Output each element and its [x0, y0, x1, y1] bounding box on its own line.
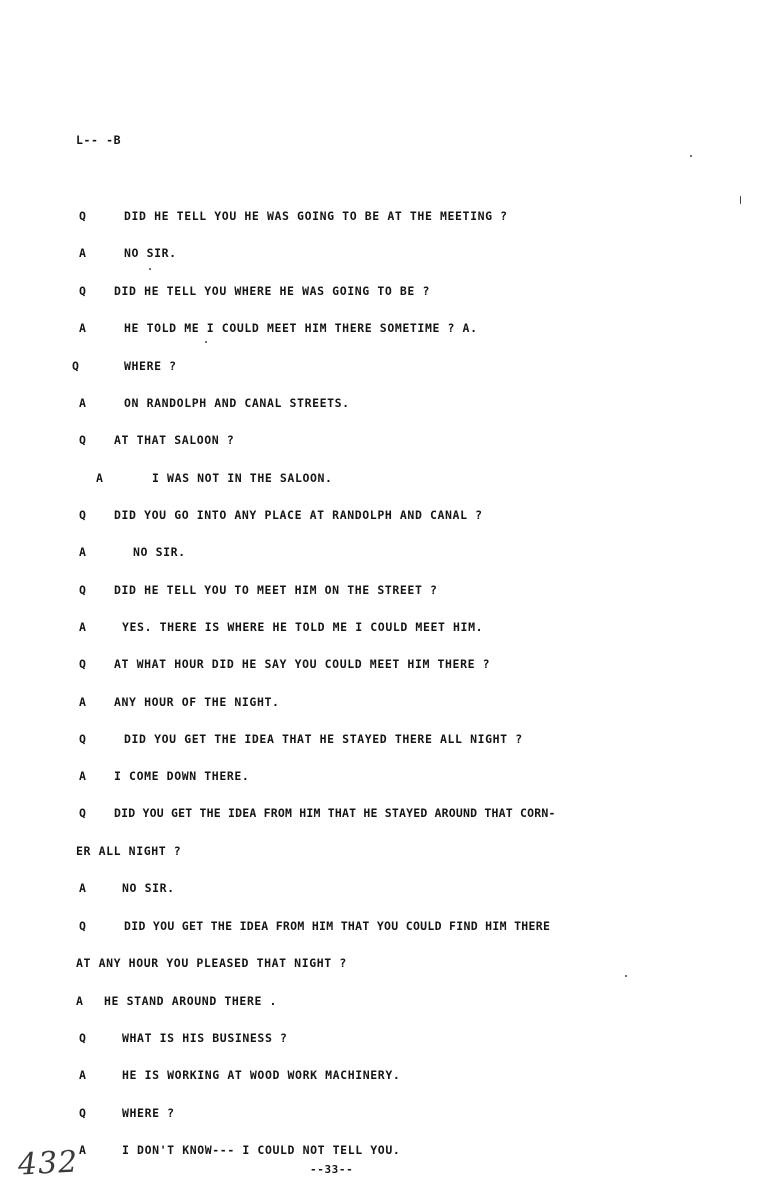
speaker-label: Q	[79, 433, 87, 447]
speaker-label: A	[79, 396, 87, 410]
transcript-line: AT THAT SALOON ?	[114, 433, 235, 447]
speaker-label: A	[79, 321, 87, 335]
speaker-label: Q	[79, 732, 87, 746]
transcript-line: ANY HOUR OF THE NIGHT.	[114, 695, 280, 709]
speaker-label: A	[76, 994, 84, 1008]
speaker-label: A	[79, 881, 87, 895]
speaker-label: Q	[72, 359, 80, 373]
transcript-line: ON RANDOLPH AND CANAL STREETS.	[124, 396, 350, 410]
transcript-line: HE IS WORKING AT WOOD WORK MACHINERY.	[122, 1068, 401, 1082]
page-header-ref: L-- -B	[76, 133, 122, 147]
transcript-line: WHERE ?	[122, 1106, 175, 1120]
speaker-label: A	[79, 1143, 87, 1157]
transcript-line: DID HE TELL YOU HE WAS GOING TO BE AT THE MEETING ?	[124, 209, 508, 223]
transcript-line: DID HE TELL YOU TO MEET HIM ON THE STREET ?	[114, 583, 438, 597]
speaker-label: A	[79, 769, 87, 783]
transcript-line: I DON'T KNOW--- I COULD NOT TELL YOU.	[122, 1143, 401, 1157]
transcript-line: DID YOU GO INTO ANY PLACE AT RANDOLPH AND CANAL ?	[114, 508, 483, 522]
speaker-label: A	[79, 695, 87, 709]
speaker-label: A	[96, 471, 104, 485]
speaker-label: Q	[79, 919, 87, 933]
transcript-line: DID YOU GET THE IDEA FROM HIM THAT HE STAYED AROUND THAT CORN-	[114, 806, 556, 820]
ink-speck	[625, 975, 627, 977]
speaker-label: Q	[79, 583, 87, 597]
transcript-line: HE STAND AROUND THERE .	[104, 994, 278, 1008]
speaker-label: A	[79, 545, 87, 559]
transcript-line: AT ANY HOUR YOU PLEASED THAT NIGHT ?	[76, 956, 347, 970]
transcript-line: I WAS NOT IN THE SALOON.	[152, 471, 333, 485]
speaker-label: Q	[79, 508, 87, 522]
ink-speck	[740, 196, 741, 204]
ink-speck	[149, 268, 151, 270]
transcript-line: NO SIR.	[133, 545, 186, 559]
handwritten-page-number: 432	[17, 1144, 80, 1183]
page-number: --33--	[310, 1163, 354, 1176]
transcript-line: DID YOU GET THE IDEA THAT HE STAYED THERE ALL NIGHT ?	[124, 732, 523, 746]
speaker-label: Q	[79, 284, 87, 298]
transcript-line: ER ALL NIGHT ?	[76, 844, 182, 858]
speaker-label: Q	[79, 209, 87, 223]
speaker-label: Q	[79, 806, 87, 820]
speaker-label: Q	[79, 1031, 87, 1045]
speaker-label: A	[79, 1068, 87, 1082]
transcript-line: NO SIR.	[124, 246, 177, 260]
ink-speck	[690, 155, 692, 157]
transcript-line: I COME DOWN THERE.	[114, 769, 250, 783]
ink-speck	[205, 341, 207, 343]
transcript-line: HE TOLD ME I COULD MEET HIM THERE SOMETIME ? A.	[124, 321, 478, 335]
transcript-line: WHAT IS HIS BUSINESS ?	[122, 1031, 288, 1045]
transcript-line: YES. THERE IS WHERE HE TOLD ME I COULD MEET HIM.	[122, 620, 484, 634]
transcript-line: AT WHAT HOUR DID HE SAY YOU COULD MEET HIM THERE ?	[114, 657, 491, 671]
speaker-label: A	[79, 620, 87, 634]
speaker-label: Q	[79, 657, 87, 671]
speaker-label: Q	[79, 1106, 87, 1120]
transcript-line: WHERE ?	[124, 359, 177, 373]
transcript-line: DID HE TELL YOU WHERE HE WAS GOING TO BE ?	[114, 284, 430, 298]
speaker-label: A	[79, 246, 87, 260]
transcript-line: NO SIR.	[122, 881, 175, 895]
transcript-line: DID YOU GET THE IDEA FROM HIM THAT YOU COULD FIND HIM THERE	[124, 919, 551, 933]
